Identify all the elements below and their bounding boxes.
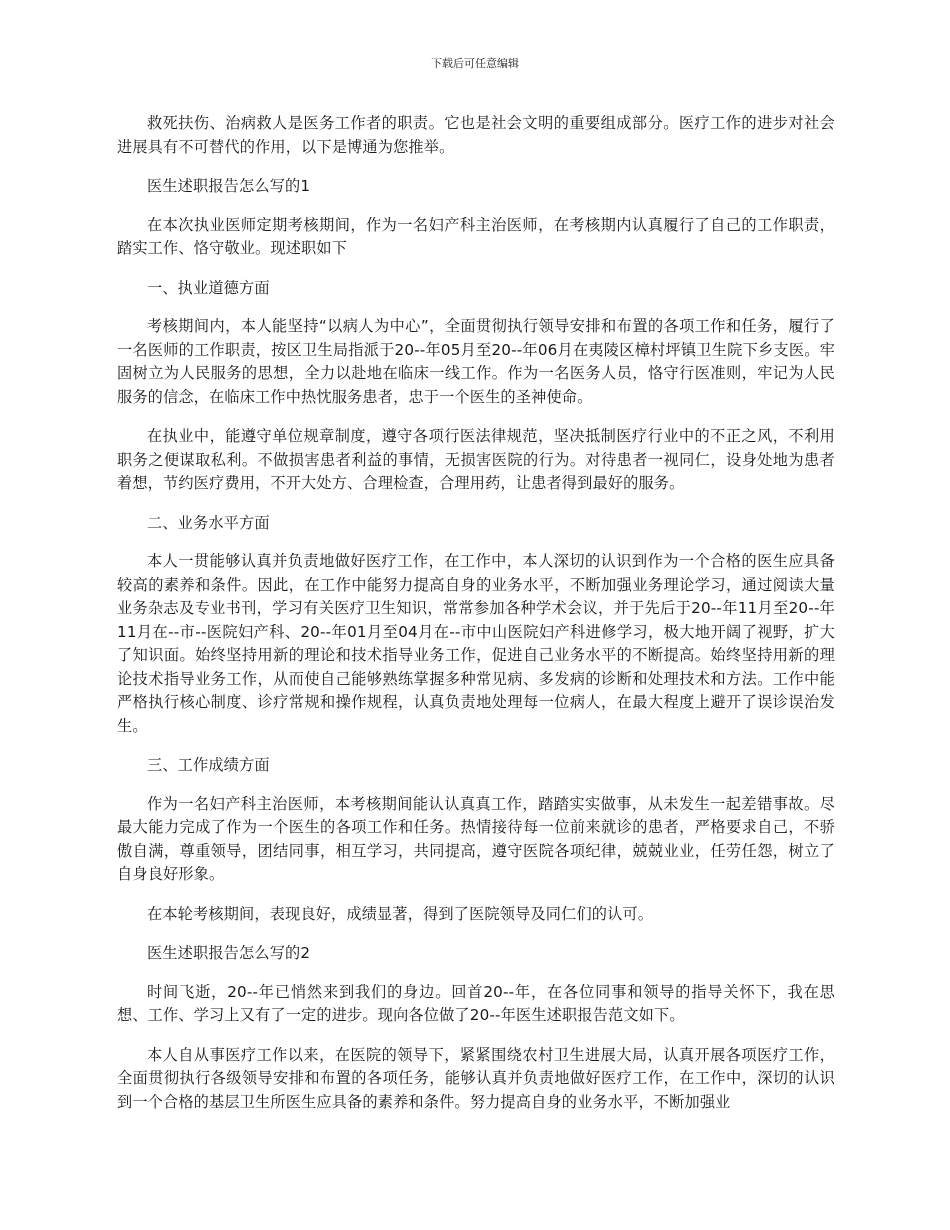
report-2-intro-paragraph: 时间飞逝，20--年已悄然来到我们的身边。回首20--年，在各位同事和领导的指导关怀下，我在思想、工作、学习上又有了一定的进步。现向各位做了20--年医生述职报告范文如下。 xyxy=(117,982,835,1024)
ethics-paragraph-2: 在执业中，能遵守单位规章制度，遵守各项行医法律规范，坚决抵制医疗行业中的不正之风，不利用职务之便谋取私利。不做损害患者利益的事情，无损害医院的行为。对待患者一视同仁，设身处地为患者着想，节约医疗费用，不开大处方、合理检查，合理用药，让患者得到最好的服务。 xyxy=(117,427,835,492)
report-2-body-paragraph: 本人自从事医疗工作以来，在医院的领导下，紧紧围绕农村卫生进展大局，认真开展各项医疗工作，全面贯彻执行各级领导安排和布置的各项任务，能够认真并负责地做好医疗工作，在工作中，深切的认识到一个合格的基层卫生所医生应具备的素养和条件。努力提高自身的业务水平，不断加强业 xyxy=(117,1045,835,1111)
subheading-ethics: 一、执业道德方面 xyxy=(147,278,270,297)
section-heading-report-1: 医生述职报告怎么写的1 xyxy=(147,177,311,195)
report-1-intro-paragraph: 在本次执业医师定期考核期间，作为一名妇产科主治医师，在考核期内认真履行了自己的工作职责，踏实工作、恪守敬业。现述职如下 xyxy=(117,215,835,257)
assessment-summary-paragraph: 在本轮考核期间，表现良好，成绩显著，得到了医院领导及同仁们的认可。 xyxy=(147,904,654,923)
intro-paragraph: 救死扶伤、治病救人是医务工作者的职责。它也是社会文明的重要组成部分。医疗工作的进步对社会进展具有不可替代的作用，以下是博通为您推举。 xyxy=(117,114,835,156)
subheading-achievements: 三、工作成绩方面 xyxy=(147,756,270,774)
achievements-paragraph: 作为一名妇产科主治医师，本考核期间能认认真真工作，踏踏实实做事，从未发生一起差错事故。尽最大能力完成了作为一个医生的各项工作和任务。热情接待每一位前来就诊的患者，严格要求自己，不骄傲自满，尊重领导，团结同事，相互学习，共同提高，遵守医院各项纪律，兢兢业业，任劳任怨，树立了自身良好形象。 xyxy=(117,794,835,883)
skills-paragraph: 本人一贯能够认真并负责地做好医疗工作，在工作中，本人深切的认识到作为一个合格的医生应具备较高的素养和条件。因此，在工作中能努力提高自身的业务水平，不断加强业务理论学习，通过阅读大量业务杂志及专业书刊，学习有关医疗卫生知识，常常参加各种学术会议，并于先后于20--年11月至20--年11月在--市--医院妇产科、20--年01月至04月在--市中山医院妇产科进修学习，极大地开阔了视野，扩大了知识面。始终坚持用新的理论和技术指导业务工作，促进自己业务水平的不断提高。始终坚持用新的理论技术指导业务工作，从而使自己能够熟练掌握多种常见病、多发病的诊断和处理技术和方法。工作中能严格执行核心制度、诊疗常规和操作规程，认真负责地处理每一位病人，在最大程度上避开了误诊误治发生。 xyxy=(117,552,835,735)
subheading-skills: 二、业务水平方面 xyxy=(147,513,270,532)
ethics-paragraph-1: 考核期间内，本人能坚持“以病人为中心”，全面贯彻执行领导安排和布置的各项工作和任务，履行了一名医师的工作职责，按区卫生局指派于20--年05月至20--年06月在夷陵区樟村坪镇卫生院下乡支医。牢固树立为人民服务的思想，全力以赴地在临床一线工作。作为一名医务人员，恪守行医准则，牢记为人民服务的信念，在临床工作中热忱服务患者，忠于一个医生的圣神使命。 xyxy=(117,317,835,406)
page-header-note: 下载后可任意编辑 xyxy=(431,57,519,70)
section-heading-report-2: 医生述职报告怎么写的2 xyxy=(147,944,311,962)
document-body xyxy=(117,112,835,1130)
